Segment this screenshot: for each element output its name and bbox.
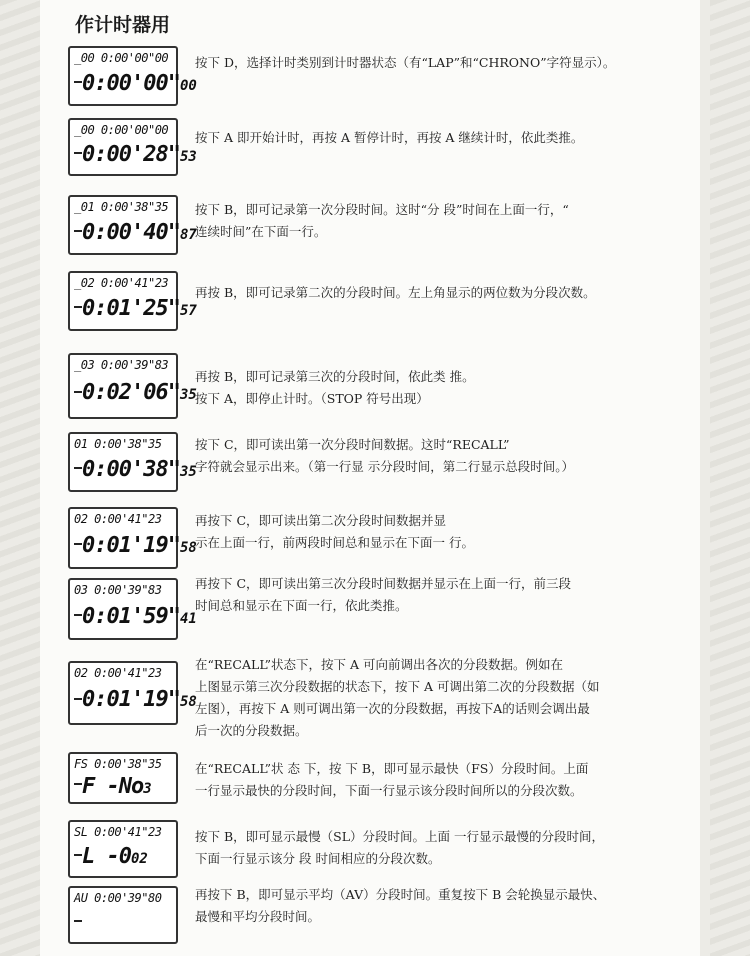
lcd-top-line: 03 0:00'39"83 <box>74 583 162 597</box>
lcd-top-line: _00 0:00'00"00 <box>74 123 169 137</box>
step-description: 按下 B，即可记录第一次分段时间。这时“分 段”时间在上面一行，“ 连续时间”在下面一行。 <box>195 202 569 239</box>
lcd-indicator <box>74 391 82 393</box>
lcd-display <box>68 432 197 492</box>
lcd-bottom-main: 0:00'00" <box>82 71 180 96</box>
lcd-bottom-hundredths: 35 <box>179 464 197 480</box>
lcd-bottom-hundredths: 53 <box>179 149 197 165</box>
lcd-display <box>68 578 197 640</box>
lcd-bottom-main: L -0 <box>82 844 131 869</box>
lcd-top-line: _02 0:00'41"23 <box>74 276 169 290</box>
lcd-indicator <box>74 230 82 232</box>
page-edge-left <box>0 0 40 956</box>
step-description: 再按下 C，即可读出第三次分段时间数据并显示在上面一行，前三段 时间总和显示在下面一行，依此类推。 <box>195 576 572 613</box>
lcd-bottom-line <box>82 380 197 405</box>
lcd-bottom-hundredths: 57 <box>179 303 197 319</box>
lcd-indicator <box>74 920 82 922</box>
step-description: 再按 B，即可记录第二次的分段时间。左上角显示的两位数为分段次数。 <box>195 285 596 300</box>
lcd-bottom-line <box>82 533 197 558</box>
step-description: 再按下 C，即可读出第二次分段时间数据并显 示在上面一行，前两段时间总和显示在下面一 行。 <box>195 513 474 550</box>
lcd-bottom-hundredths: 41 <box>179 611 197 627</box>
step-description: 按下 C，即可读出第一次分段时间数据。这时“RECALL” 字符就会显示出来。（第一行显 示分段时间，第二行显示总段时间。） <box>195 437 574 474</box>
lcd-bottom-line <box>82 774 152 799</box>
lcd-top-line: 01 0:00'38"35 <box>74 437 162 451</box>
lcd-bottom-hundredths: 58 <box>179 540 197 556</box>
lcd-bottom-hundredths: 00 <box>179 78 197 94</box>
lcd-bottom-main: 0:01'19" <box>82 533 180 558</box>
lcd-indicator <box>74 81 82 83</box>
lcd-bottom-main: 0:01'19" <box>82 687 180 712</box>
lcd-bottom-line <box>82 687 197 712</box>
lcd-indicator <box>74 467 82 469</box>
lcd-display <box>68 886 178 944</box>
lcd-bottom-line <box>82 71 197 96</box>
lcd-bottom-main: F -No <box>82 774 144 799</box>
lcd-bottom-hundredths: 87 <box>179 227 197 243</box>
step-description: 按下 A 即开始计时，再按 A 暂停计时，再按 A 继续计时，依此类推。 <box>195 130 584 145</box>
lcd-bottom-line <box>82 142 197 167</box>
lcd-bottom-line <box>82 604 197 629</box>
step-description: 再按下 B，即可显示平均（AV）分段时间。重复按下 B 会轮换显示最快、 最慢和平均分段时间。 <box>195 887 606 924</box>
lcd-top-line: FS 0:00'38"35 <box>74 757 162 771</box>
lcd-bottom-hundredths: 02 <box>130 851 148 867</box>
lcd-indicator <box>74 306 82 308</box>
lcd-display <box>68 195 197 255</box>
lcd-top-line: _03 0:00'39"83 <box>74 358 169 372</box>
lcd-indicator <box>74 152 82 154</box>
lcd-bottom-main: 0:00'28" <box>82 142 180 167</box>
lcd-bottom-main: 0:00'40" <box>82 220 180 245</box>
page-title: 作计时器用 <box>75 14 171 36</box>
step-description: 在“RECALL”状 态 下，按 下 B，即可显示最快（FS）分段时间。上面 一行显示最快的分段时间，下面一行显示该分段时间所以的分段次数。 <box>195 761 589 798</box>
lcd-indicator <box>74 614 82 616</box>
lcd-bottom-main: 0:00'38" <box>82 457 180 482</box>
lcd-top-line: AU 0:00'39"80 <box>74 891 162 905</box>
lcd-display <box>68 661 197 725</box>
step-description: 在“RECALL”状态下，按下 A 可向前调出各次的分段数据。例如在 上图显示第三次分段数据的状态下，按下 A 可调出第二次的分段数据（如 左图），再按下 A 则可调出第一次的分段数据，再按下A的话则会调出最 后一次的分段数据。 <box>195 657 600 738</box>
lcd-bottom-main: 0:01'59" <box>82 604 180 629</box>
lcd-display <box>68 271 197 331</box>
lcd-bottom-main: 0:02'06" <box>82 380 180 405</box>
lcd-top-line: _01 0:00'38"35 <box>74 200 169 214</box>
lcd-indicator <box>74 783 82 785</box>
lcd-display <box>68 353 197 419</box>
lcd-top-line: 02 0:00'41"23 <box>74 512 162 526</box>
step-description: 再按 B，即可记录第三次的分段时间，依此类 推。 按下 A，即停止计时。（STOP 符号出现） <box>195 369 475 406</box>
lcd-bottom-hundredths: 3 <box>143 781 152 797</box>
lcd-indicator <box>74 543 82 545</box>
lcd-bottom-hundredths: 35 <box>179 387 197 403</box>
lcd-display <box>68 118 197 176</box>
lcd-bottom-line <box>82 844 148 869</box>
step-description: 按下 B，即可显示最慢（SL）分段时间。上面 一行显示最慢的分段时间， 下面一行显示该分 段 时间相应的分段次数。 <box>195 829 604 866</box>
lcd-bottom-main: 0:01'25" <box>82 296 180 321</box>
lcd-display <box>68 46 197 106</box>
page-edge-right <box>710 0 750 956</box>
lcd-bottom-line <box>82 296 197 321</box>
lcd-indicator <box>74 854 82 856</box>
lcd-bottom-hundredths: 58 <box>179 694 197 710</box>
lcd-display <box>68 820 178 878</box>
lcd-top-line: _00 0:00'00"00 <box>74 51 169 65</box>
lcd-bottom-line <box>82 457 197 482</box>
lcd-top-line: 02 0:00'41"23 <box>74 666 162 680</box>
lcd-display <box>68 752 178 804</box>
step-description: 按下 D，选择计时类别到计时器状态（有“LAP”和“CHRONO”字符显示）。 <box>195 55 616 70</box>
lcd-display <box>68 507 197 569</box>
lcd-top-line: SL 0:00'41"23 <box>74 825 162 839</box>
lcd-bottom-line <box>82 220 197 245</box>
lcd-indicator <box>74 698 82 700</box>
